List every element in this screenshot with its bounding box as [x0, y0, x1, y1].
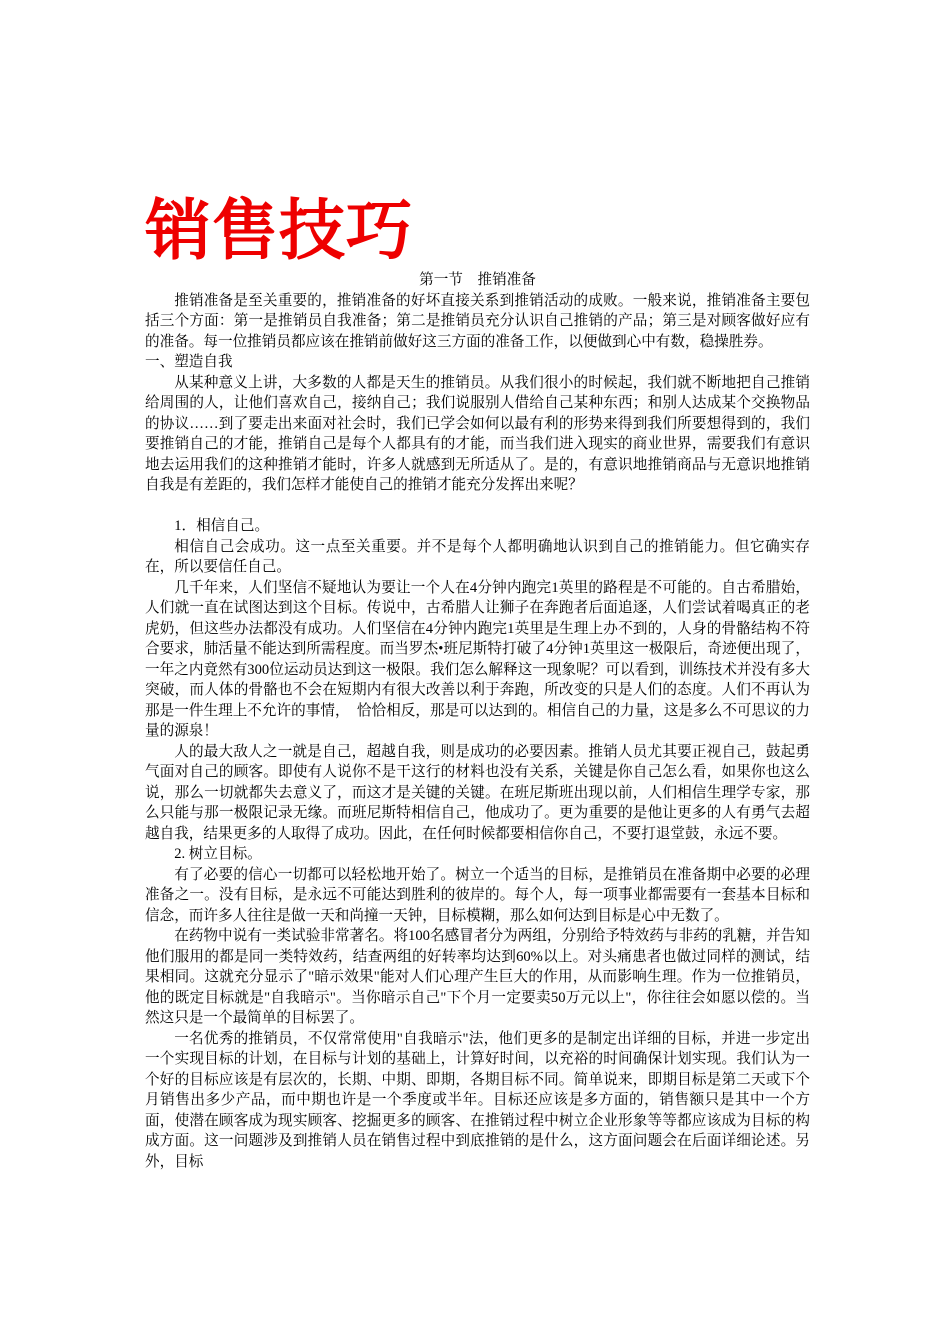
paragraph: 从某种意义上讲，大多数的人都是天生的推销员。从我们很小的时候起，我们就不断地把自己推销给周围的人，让他们喜欢自己，接纳自己；我们说服别人借给自己某种东西；和别人达成某个交换物品的协议……到了要走出来面对社会时，我们已学会如何以最有利的形势来得到我们所要想得到的，我们要推销自己的才能，推销自己是每个人都具有的才能，而当我们进入现实的商业世界，需要我们有意识地去运用我们的这种推销才能时，许多人就感到无所适从了。是的，有意识地推销商品与无意识地推销自我是有差距的，我们怎样才能使自己的推销才能充分发挥出来呢？	[145, 374, 810, 493]
section-heading: 一、塑造自我	[145, 354, 233, 370]
paragraph: 在药物中说有一类试验非常著名。将100名感冒者分为两组，分别给予特效药与非药的乳糖，并告知他们服用的都是同一类特效药，结查两组的好转率均达到60%以上。对头痛患者也做过同样的测试，结果相同。这就充分显示了"暗示效果"能对人们心理产生巨大的作用，从而影响生理。作为一位推销员，他的既定目标就是"自我暗示"。当你暗示自己"下个月一定要卖50万元以上"，你往往会如愿以偿的。当然这只是一个最简单的目标罢了。	[145, 928, 810, 1026]
document-body	[145, 270, 810, 1172]
paragraph: 人的最大敌人之一就是自己，超越自我，则是成功的必要因素。推销人员尤其要正视自己，鼓起勇气面对自己的顾客。即使有人说你不是干这行的材料也没有关系，关键是你自己怎么看，如果你也这么说，那么一切就都失去意义了，而这才是关键的关键。在班尼斯班出现以前，人们相信生理学专家，那么只能与那一极限记录无缘。而班尼斯特相信自己，他成功了。更为重要的是他让更多的人有勇气去超越自我，结果更多的人取得了成功。因此，在任何时候都要相信你自己，不要打退堂鼓，永远不要。	[145, 743, 810, 842]
section-title: 第一节 推销准备	[419, 272, 536, 288]
paragraph: 2. 树立目标。	[174, 846, 262, 862]
paragraph: 1．相信自己。	[174, 518, 270, 534]
document-title: 销售技巧	[145, 192, 413, 269]
blank-line	[145, 496, 810, 517]
paragraph: 相信自己会成功。这一点至关重要。并不是每个人都明确地认识到自己的推销能力。但它确实存在，所以要信任自己。	[145, 538, 810, 575]
paragraph-list	[145, 291, 810, 1173]
paragraph: 一名优秀的推销员，不仅常常使用"自我暗示"法，他们更多的是制定出详细的目标，并进一步定出一个实现目标的计划，在目标与计划的基础上，计算好时间，以充裕的时间确保计划实现。我们认为一个好的目标应该是有层次的，长期、中期、即期，各期目标不同。简单说来，即期目标是第二天或下个月销售出多少产品，而中期也许是一个季度或半年。目标还应该是多方面的，销售额只是其中一个方面，使潜在顾客成为现实顾客、挖掘更多的顾客、在推销过程中树立企业形象等等都应该成为目标的构成方面。这一问题涉及到推销人员在销售过程中到底推销的是什么，这方面问题会在后面详细论述。另外，目标	[145, 1030, 810, 1170]
paragraph: 几千年来，人们坚信不疑地认为要让一个人在4分钟内跑完1英里的路程是不可能的。自古希腊始，人们就一直在试图达到这个目标。传说中，古希腊人让狮子在奔跑者后面追逐，人们尝试着喝真正的老虎奶，但这些办法都没有成功。人们坚信在4分钟内跑完1英里是生理上办不到的，人身的骨骼结构不符合要求，肺活量不能达到所需程度。而当罗杰•班尼斯特打破了4分钟1英里这一极限后，奇迹便出现了，一年之内竟然有300位运动员达到这一极限。我们怎么解释这一现象呢？可以看到，训练技术并没有多大突破，而人体的骨骼也不会在短期内有很大改善以利于奔跑，所改变的只是人们的态度。人们不再认为那是一件生理上不允许的事情， 恰恰相反，那是可以达到的。相信自己的力量，这是多么不可思议的力量的源泉！	[145, 579, 810, 739]
paragraph: 推销准备是至关重要的，推销准备的好坏直接关系到推销活动的成败。一般来说，推销准备主要包括三个方面：第一是推销员自我准备；第二是推销员充分认识自己推销的产品；第三是对顾客做好应有的准备。每一位推销员都应该在推销前做好这三方面的准备工作，以便做到心中有数，稳操胜券。	[145, 292, 810, 350]
paragraph: 有了必要的信心一切都可以轻松地开始了。树立一个适当的目标，是推销员在准备期中必要的必理准备之一。没有目标，是永远不可能达到胜利的彼岸的。每个人，每一项事业都需要有一套基本目标和信念，而许多人往往是做一天和尚撞一天钟，目标模糊，那么如何达到目标是心中无数了。	[145, 866, 810, 924]
